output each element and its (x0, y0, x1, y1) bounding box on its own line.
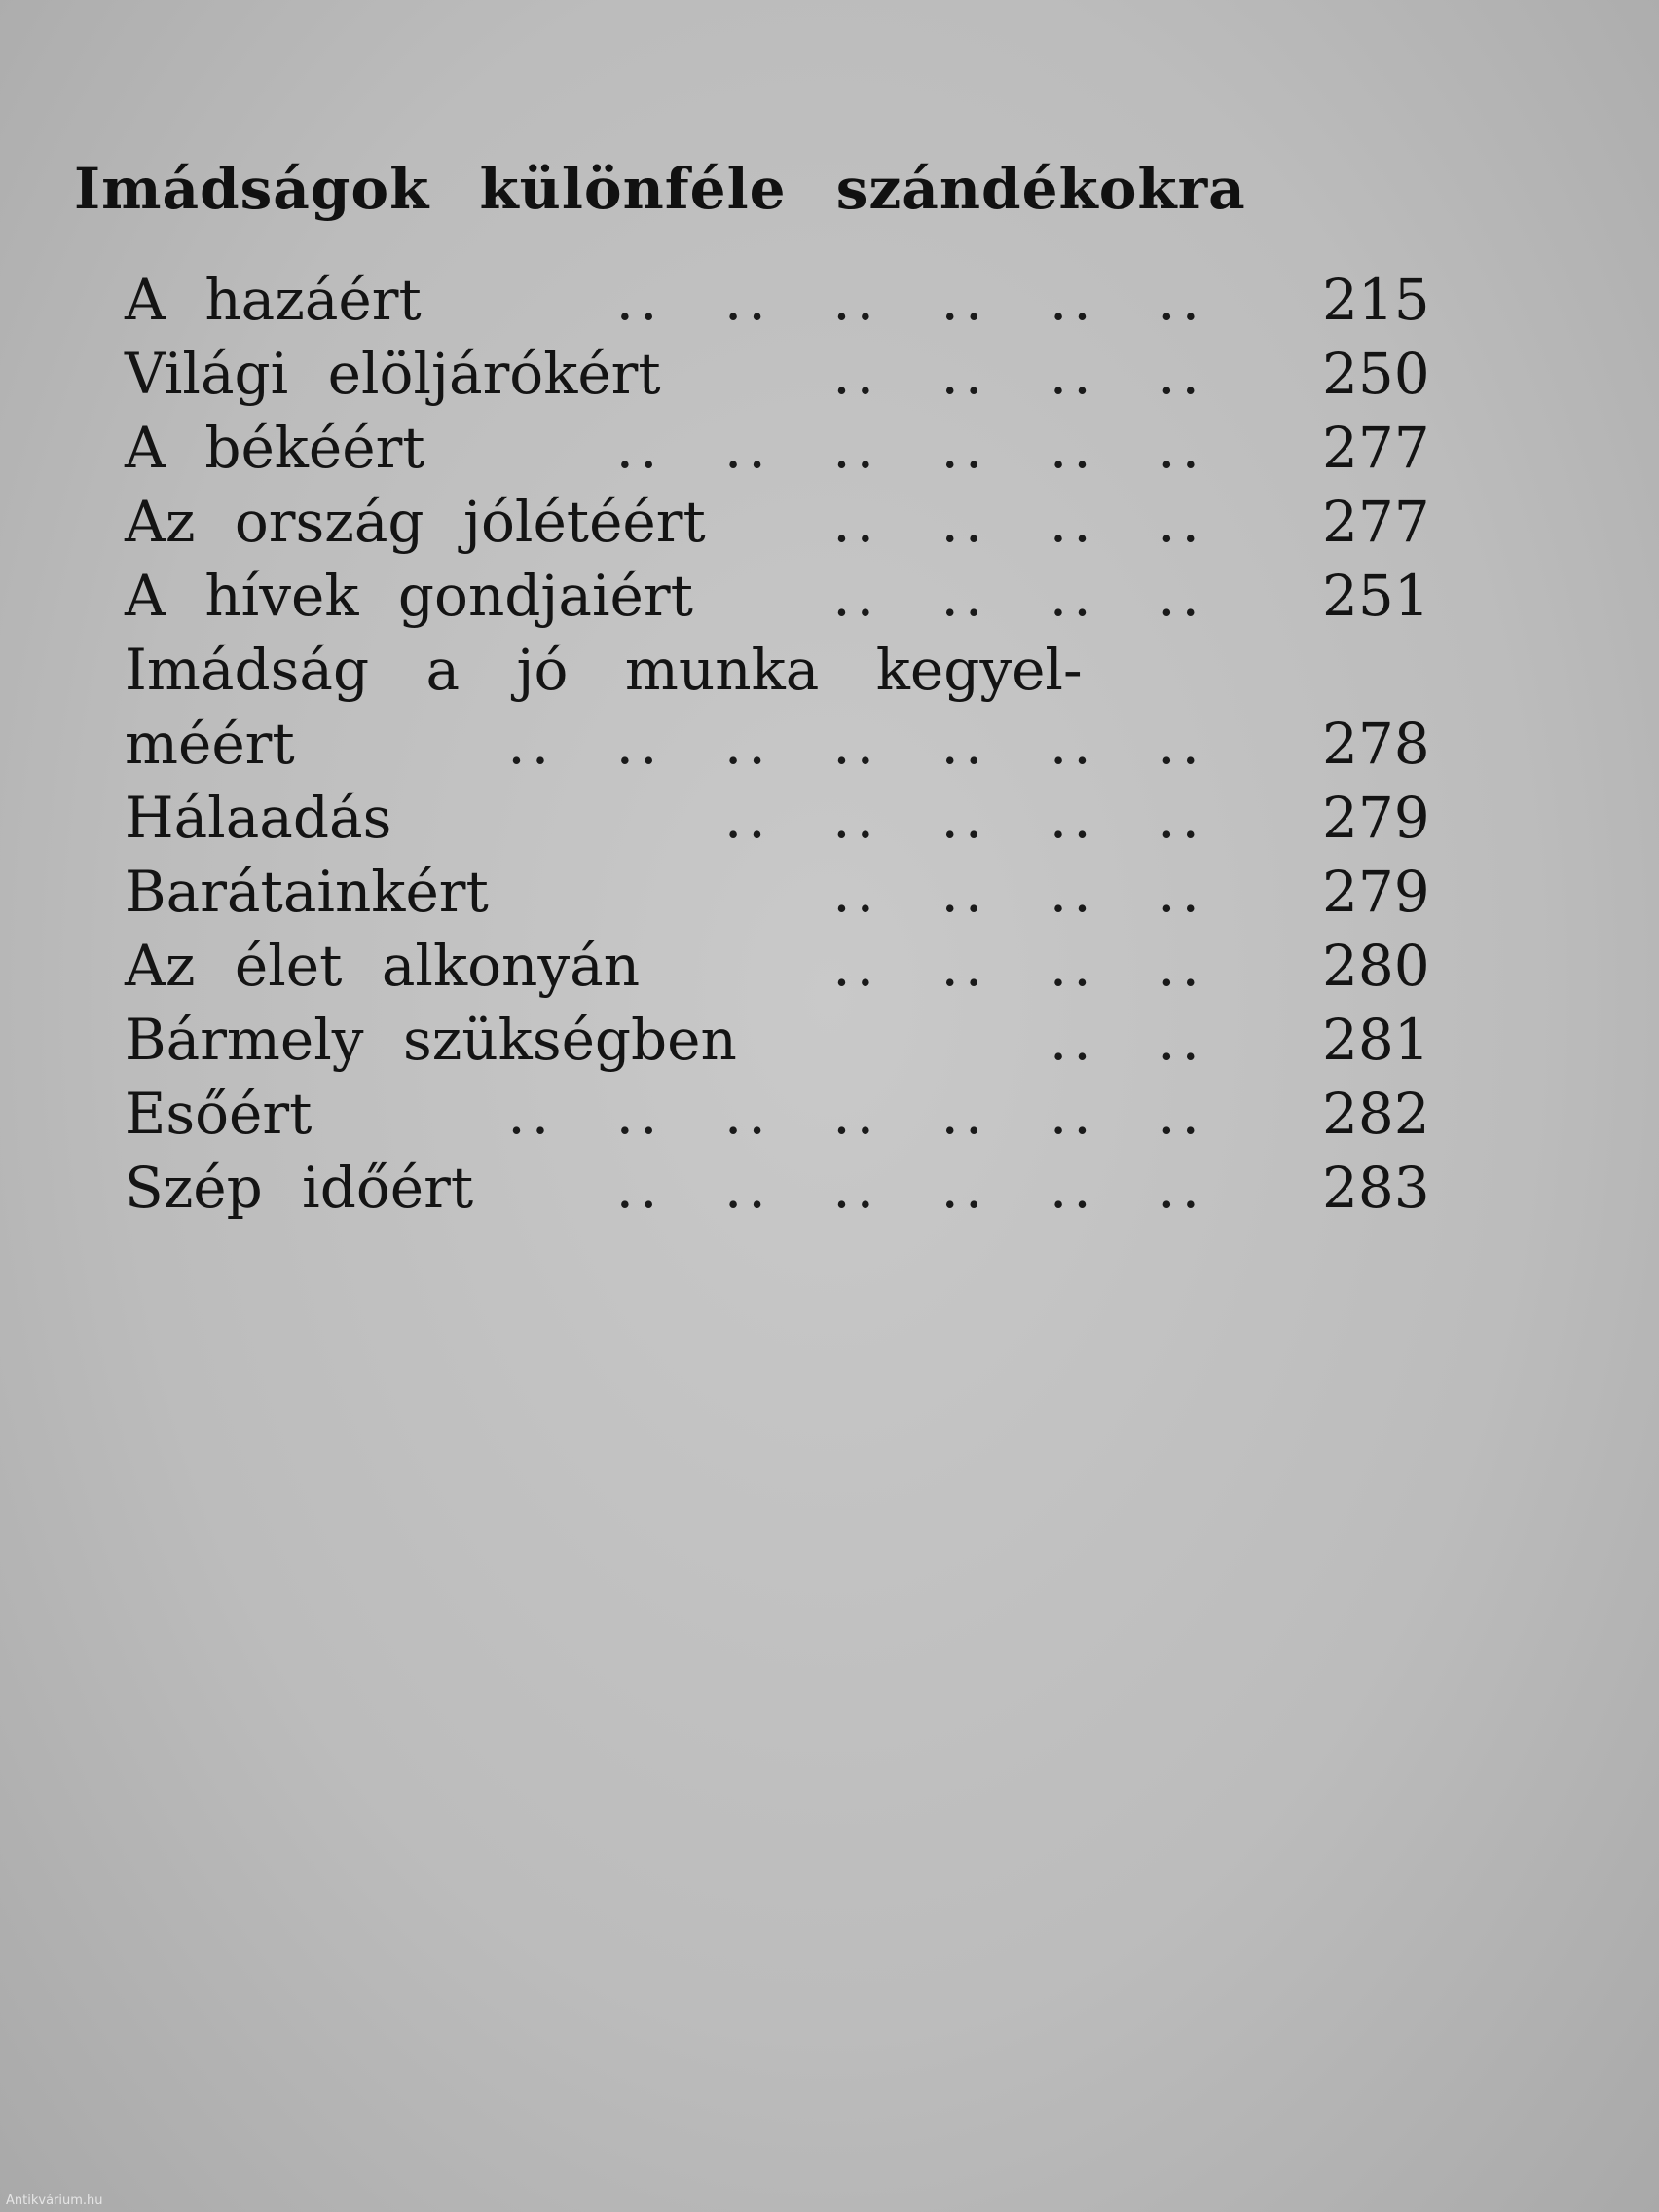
dot-leader: .. .. .. .. .. .. .. (507, 1081, 1205, 1147)
entry-title: Bármely szükségben (125, 1007, 737, 1073)
watermark: Antikvárium.hu (6, 2194, 103, 2208)
entry-title: Imádság a jó munka kegyel- (125, 637, 1083, 703)
dot-leader: .. .. .. .. (832, 489, 1205, 555)
dot-leader: .. .. .. .. (832, 341, 1205, 407)
toc-entry (125, 1077, 1449, 1151)
dot-leader: .. .. .. .. .. .. (615, 1155, 1205, 1221)
page-number: 280 (1322, 933, 1430, 999)
entry-title: Szép időért (125, 1155, 474, 1221)
toc-entry (125, 411, 1449, 485)
page-number: 278 (1322, 711, 1430, 777)
entry-title: Hálaadás (125, 785, 392, 851)
toc-entry (125, 633, 1449, 707)
page-number: 283 (1322, 1155, 1430, 1221)
toc-entry (125, 1003, 1449, 1077)
table-of-contents (125, 263, 1449, 1225)
entry-title: A hazáért (125, 267, 422, 333)
dot-leader: .. .. .. .. .. .. .. (507, 711, 1205, 777)
dot-leader: .. .. .. .. .. .. (615, 415, 1205, 481)
page-number: 279 (1322, 859, 1430, 925)
entry-title: Az ország jólétéért (125, 489, 706, 555)
page-number: 277 (1322, 489, 1430, 555)
entry-title: Az élet alkonyán (125, 933, 641, 999)
dot-leader: .. .. .. .. (832, 563, 1205, 629)
entry-title: Világi elöljárókért (125, 341, 661, 407)
toc-entry (125, 1151, 1449, 1225)
dot-leader: .. .. .. .. .. .. (615, 267, 1205, 333)
page-number: 279 (1322, 785, 1430, 851)
entry-title: Barátainkért (125, 859, 489, 925)
section-title: Imádságok különféle szándékokra (74, 156, 1246, 222)
toc-entry (125, 781, 1449, 855)
toc-entry (125, 337, 1449, 411)
page-number: 282 (1322, 1081, 1430, 1147)
page-number: 215 (1322, 267, 1430, 333)
toc-entry (125, 855, 1449, 929)
dot-leader: .. .. (1049, 1007, 1205, 1073)
dot-leader: .. .. .. .. (832, 933, 1205, 999)
dot-leader: .. .. .. .. (832, 859, 1205, 925)
toc-entry (125, 929, 1449, 1003)
entry-title: Esőért (125, 1081, 313, 1147)
toc-entry (125, 263, 1449, 337)
entry-title: A hívek gondjaiért (125, 563, 693, 629)
page-number: 251 (1322, 563, 1430, 629)
toc-entry (125, 707, 1449, 781)
page-number: 281 (1322, 1007, 1430, 1073)
page-number: 277 (1322, 415, 1430, 481)
toc-entry (125, 485, 1449, 559)
entry-title: A békéért (125, 415, 425, 481)
dot-leader: .. .. .. .. .. (723, 785, 1205, 851)
page-number: 250 (1322, 341, 1430, 407)
entry-title: méért (125, 711, 295, 777)
toc-entry (125, 559, 1449, 633)
